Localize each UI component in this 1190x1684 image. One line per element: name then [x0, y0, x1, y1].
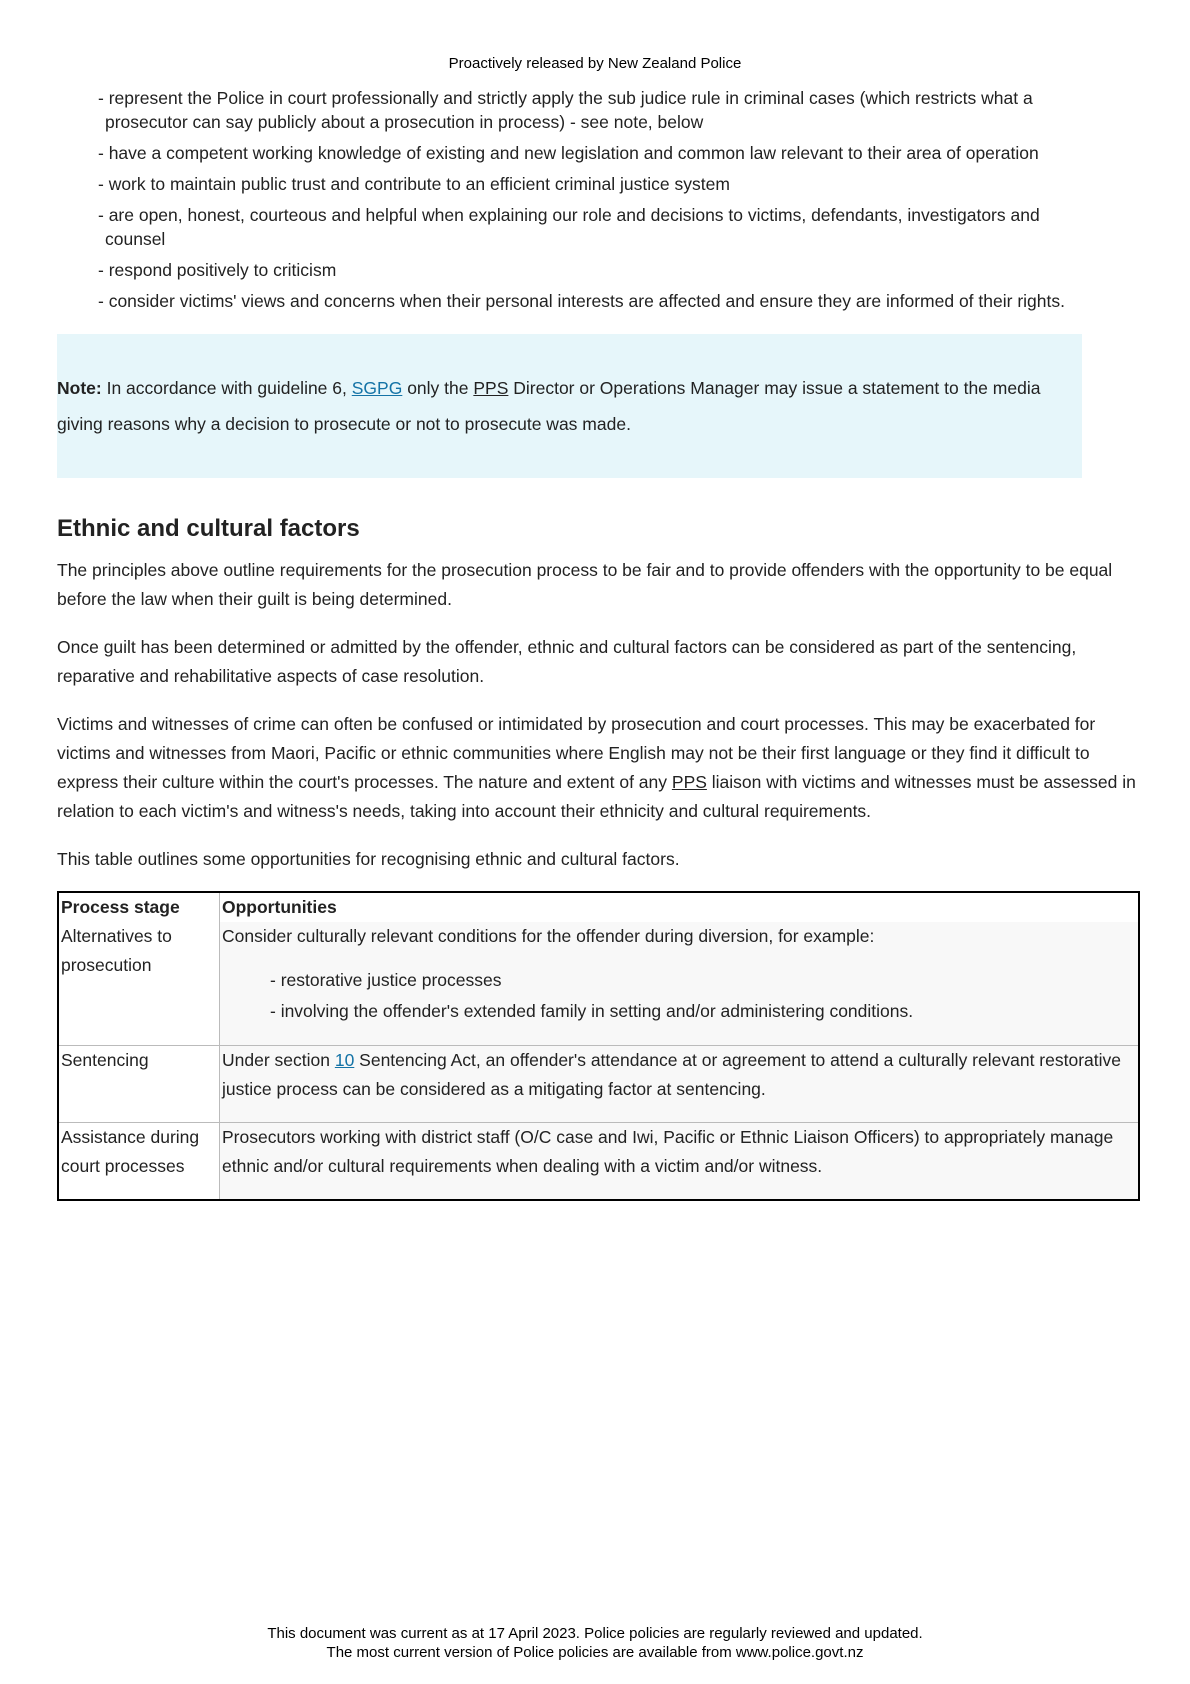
pps-abbreviation: PPS [671, 772, 707, 792]
paragraph: Once guilt has been determined or admitted by the offender, ethnic and cultural factors can be considered as part of the sentencing, reparative and rehabilitative aspects of case resolution. [57, 637, 1077, 686]
cell-text: Consider culturally relevant conditions for the offender during diversion, for example: [222, 926, 875, 946]
opportunities-cell [220, 1046, 1140, 1123]
section-title: Ethnic and cultural factors [57, 515, 360, 542]
sgpg-link[interactable]: SGPG [351, 378, 403, 398]
opportunities-cell [220, 922, 1140, 1046]
opportunities-cell: Prosecutors working with district staff (O/C case and Iwi, Pacific or Ethnic Liaison Officers) to appropriately manage ethnic and/or cultural requirements when dealing with a victim and/or witness. [220, 1123, 1140, 1201]
column-header-process-stage: Process stage [58, 892, 220, 922]
paragraph-part: Victims and witnesses of crime can often be confused or intimidated by prosecution and court processes. This may be exacerbated for victims and witnesses from Maori, Pacific or ethnic communities where English may not be their first language or they find it difficult to express their culture within the court's processes. The nature and extent of any [57, 714, 1096, 792]
footer-line: The most current version of Police policies are available from www.police.govt.nz [326, 1644, 864, 1661]
note-text-part: Director or Operations Manager may issue a statement to the media giving reasons why a decision to prosecute or not to prosecute was made. [57, 378, 1041, 434]
column-header-opportunities: Opportunities [220, 892, 1140, 922]
responsibility-list [98, 86, 1098, 320]
note-text-part: only the [402, 378, 474, 398]
opportunities-table [57, 891, 1140, 1201]
list-item: - are open, honest, courteous and helpful when explaining our role and decisions to victims, defendants, investigators and counsel [98, 205, 1040, 249]
footer-line: This document was current as at 17 April 2023. Police policies are regularly reviewed and updated. [267, 1625, 923, 1642]
paragraph: This table outlines some opportunities for recognising ethnic and cultural factors. [57, 849, 680, 869]
process-stage-cell: Alternatives to prosecution [58, 922, 220, 1046]
cell-text-part: Sentencing Act, an offender's attendance at or agreement to attend a culturally relevant restorative justice process can be considered as a mitigating factor at sentencing. [222, 1050, 1121, 1099]
list-item: - work to maintain public trust and contribute to an efficient criminal justice system [98, 174, 730, 194]
table-header-row [58, 892, 1139, 922]
table-row [58, 1123, 1139, 1201]
sub-list [270, 965, 1136, 1027]
page-footer [0, 1624, 1190, 1662]
process-stage-cell: Assistance during court processes [58, 1123, 220, 1201]
list-item: - have a competent working knowledge of existing and new legislation and common law relevant to their area of operation [98, 143, 1039, 163]
list-item: - respond positively to criticism [98, 260, 337, 280]
paragraph [57, 710, 1137, 826]
cell-text-part: Under section [222, 1050, 335, 1070]
paragraph: The principles above outline requirements for the prosecution process to be fair and to provide offenders with the opportunity to be equal before the law when their guilt is being determined. [57, 560, 1113, 609]
section-10-link[interactable]: 10 [334, 1050, 355, 1070]
list-item: - represent the Police in court professionally and strictly apply the sub judice rule in criminal cases (which restricts what a prosecutor can say publicly about a prosecution in process) - see note, below [98, 88, 1033, 132]
section-body [57, 556, 1137, 893]
note-label: Note: [57, 378, 102, 398]
note-text [57, 370, 1062, 442]
table-row [58, 922, 1139, 1046]
note-text-part: In accordance with guideline 6, [101, 378, 352, 398]
page-header: Proactively released by New Zealand Police [448, 55, 742, 72]
table-row [58, 1046, 1139, 1123]
note-box [57, 334, 1082, 478]
pps-abbreviation: PPS [473, 378, 509, 398]
paragraph-part: liaison with victims and witnesses must be assessed in relation to each victim's and witness's needs, taking into account their ethnicity and cultural requirements. [57, 772, 1136, 821]
list-item: - involving the offender's extended family in setting and/or administering conditions. [270, 1001, 914, 1021]
list-item: - restorative justice processes [270, 970, 502, 990]
list-item: - consider victims' views and concerns when their personal interests are affected and ensure they are informed of their rights. [98, 291, 1065, 311]
process-stage-cell: Sentencing [58, 1046, 220, 1123]
